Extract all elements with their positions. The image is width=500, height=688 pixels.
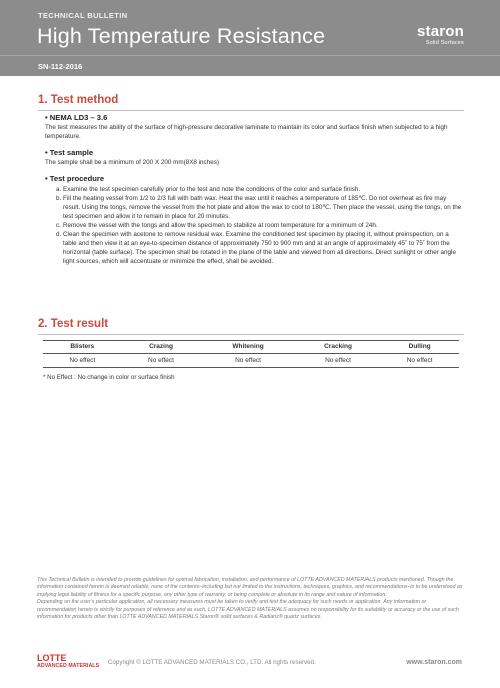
procedure-step	[45, 195, 463, 222]
table-cell: No effect	[296, 354, 381, 368]
table-row	[43, 354, 459, 368]
header-divider	[0, 55, 500, 56]
disclaimer-paragraph: Depending on the user's particular application, all necessary measures must be taken to verify and test the adequacy for such needs or application. Any information or recommendation herein is strictly for purposes of reference and as such, LOTTE ADVANCED MATERIALS assumes no responsibility for its suitability or accuracy or the use of such information for products other than LOTTE ADVANCED MATERIALS Staron® solid surfaces & Radianz® quartz surfaces.	[37, 599, 459, 621]
column-header: Blisters	[43, 341, 122, 354]
table-cell: No effect	[380, 354, 459, 368]
website-link[interactable]: www.staron.com	[406, 659, 462, 666]
procedure-step-letter: c.	[56, 222, 61, 230]
standard-heading: • NEMA LD3 – 3.6	[45, 113, 108, 122]
table-cell: No effect	[200, 354, 295, 368]
lotte-logo-text: LOTTE	[37, 653, 67, 663]
procedure-step	[45, 186, 463, 195]
staron-logo-subtitle: Solid Surfaces	[425, 40, 464, 46]
procedure-step-letter: d.	[56, 230, 62, 238]
section-test-method-title: 1. Test method	[38, 94, 119, 106]
procedure-list	[45, 186, 463, 266]
copyright-text: Copyright © LOTTE ADVANCED MATERIALS CO., LTD. All rights reserved.	[108, 659, 316, 666]
table-cell: No effect	[43, 354, 122, 368]
result-table	[43, 340, 459, 368]
document-number: SN-112-2016	[38, 62, 83, 71]
procedure-step-letter: b.	[56, 195, 62, 203]
header-banner	[0, 0, 500, 76]
column-header: Cracking	[296, 341, 381, 354]
procedure-step	[45, 231, 463, 267]
lotte-logo-subtitle: ADVANCED MATERIALS	[37, 663, 100, 669]
page-title: High Temperature Resistance	[37, 24, 326, 48]
procedure-step-letter: a.	[56, 186, 62, 194]
procedure-step	[45, 222, 463, 231]
sample-heading: • Test sample	[45, 147, 94, 157]
standard-text: The test measures the ability of the surface of high-pressure decorative laminate to maintain its color and surface finish when subjected to a high temperature.	[45, 123, 448, 140]
procedure-step-text: Clean the specimen with acetone to remove residual wax. Examine the conditioned test specimen by placing it, without preinspection, on a table and then view it at an eye-to-specimen distance of approximately 750 to 900 mm and at an angle of approximately 45˚ to 75˚ from the horizontal (table surface). The specimen shall be rotated in the plane of the table and viewed from all directions. Direct sunlight or other angle light sources, which will accentuate or minimize the effect, shall be avoided.	[63, 230, 456, 265]
disclaimer-paragraph: This Technical Bulletin is intended to provide guidelines for optimal fabrication, installation, and performance of LOTTE ADVANCED MATERIALS products mentioned. Though the information contained herein is deemed reliable, none of the contents–including but not limited to the instructions, techniques, graphics, and recommendations–is to be understood as implying legal liability of fitness for a specific purpose, any other type of warranty, or being complete or absolute in its range and nature of information.	[37, 577, 463, 598]
sample-text: The sample shall be a minimum of 200 X 200 mm(8X8 inches)	[45, 158, 219, 166]
procedure-step-text: Examine the test specimen carefully prior to the test and note the conditions of the color and surface finish.	[63, 186, 361, 194]
staron-logo-text: staron	[416, 23, 464, 40]
section-test-result-rule	[38, 334, 464, 335]
column-header: Dulling	[380, 341, 459, 354]
procedure-step-text: Remove the vessel with the tongs and allow the specimen to stabilize at room temperature for a minimum of 24h.	[63, 222, 378, 230]
staron-logo	[417, 24, 464, 46]
section-test-result-title: 2. Test result	[38, 318, 109, 330]
procedure-heading: • Test procedure	[45, 173, 105, 183]
result-table-header-row	[43, 341, 459, 354]
bulletin-kicker: TECHNICAL BULLETIN	[38, 11, 128, 20]
procedure-step-text: Fill the heating vessel from 1/2 to 2/3 full with bath wax. Heat the wax until it reaches a temperature of 185℃. Do not overheat as fire may result. Using the tongs, remove the vessel from the hot plate and allow the wax to cool to 180℃. Then place the vessel, using the tongs, on the test specimen and allow it to remain in place for 20 minutes.	[63, 195, 462, 221]
column-header: Whitening	[200, 341, 295, 354]
result-footnote: * No Effect : No change in color or surface finish	[43, 374, 175, 381]
column-header: Crazing	[122, 341, 201, 354]
disclaimer	[37, 577, 465, 621]
lotte-logo	[37, 654, 99, 669]
table-cell: No effect	[122, 354, 201, 368]
section-test-method-rule	[38, 110, 464, 111]
test-method-content	[45, 114, 463, 267]
